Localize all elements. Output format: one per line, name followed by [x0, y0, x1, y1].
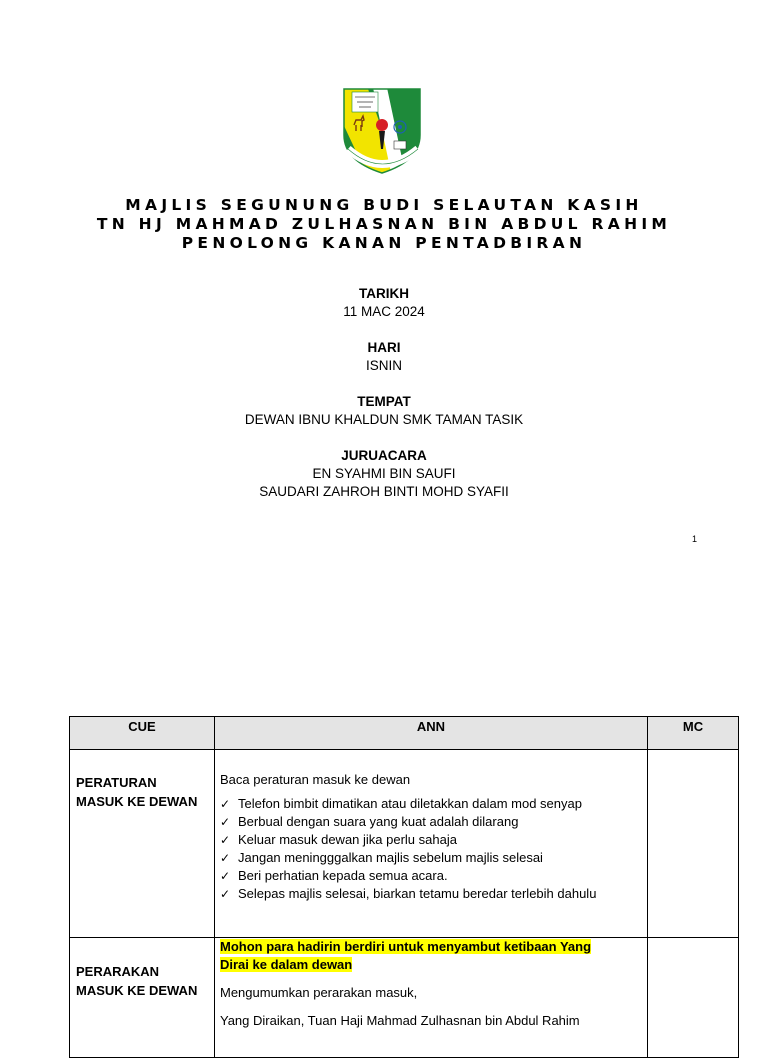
document-title [0, 196, 768, 253]
highlighted-instruction-line1: Mohon para hadirin berdiri untuk menyambut ketibaan Yang [220, 939, 592, 954]
cue-text-line1: PERATURAN [76, 775, 157, 790]
school-crest-logo [338, 83, 426, 177]
ann-cell [215, 938, 648, 1058]
check-icon: ✓ [220, 815, 231, 829]
cue-text-line2: MASUK KE DEWAN [76, 983, 198, 998]
check-icon: ✓ [220, 833, 231, 847]
programme-table [69, 716, 739, 1058]
list-item: ✓ Keluar masuk dewan jika perlu sahaja [220, 832, 457, 847]
mc-cell [648, 750, 739, 938]
check-icon: ✓ [220, 797, 231, 811]
date-value: 11 MAC 2024 [343, 304, 425, 319]
title-line-2: TN HJ MAHMAD ZULHASNAN BIN ABDUL RAHIM [96, 215, 672, 233]
venue-label: TEMPAT [357, 394, 411, 409]
mc-cell [648, 938, 739, 1058]
table-header-row [70, 717, 739, 750]
check-icon: ✓ [220, 851, 231, 865]
emcee-label: JURUACARA [341, 448, 427, 463]
venue-value: DEWAN IBNU KHALDUN SMK TAMAN TASIK [244, 412, 524, 427]
ann-intro: Baca peraturan masuk ke dewan [220, 772, 411, 787]
header-ann: ANN [215, 717, 648, 750]
emcee-name-1: EN SYAHMI BIN SAUFI [312, 466, 456, 481]
header-cue: CUE [70, 717, 215, 750]
title-line-1: MAJLIS SEGUNUNG BUDI SELAUTAN KASIH [125, 196, 643, 214]
cue-text-line2: MASUK KE DEWAN [76, 794, 198, 809]
cue-text-line1: PERARAKAN [76, 964, 160, 979]
ann-text: Yang Diraikan, Tuan Haji Mahmad Zulhasnan bin Abdul Rahim [220, 1013, 580, 1028]
date-section [0, 285, 768, 321]
check-icon: ✓ [220, 869, 231, 883]
day-label: HARI [367, 340, 401, 355]
ann-text: Mengumumkan perarakan masuk, [220, 985, 418, 1000]
table-row [70, 750, 739, 938]
table-row [70, 938, 739, 1058]
list-item: ✓ Jangan meningggalkan majlis sebelum majlis selesai [220, 850, 543, 865]
date-label: TARIKH [359, 286, 409, 301]
cue-cell [70, 938, 215, 1058]
rules-checklist [220, 795, 642, 903]
list-item: ✓ Selepas majlis selesai, biarkan tetamu beredar terlebih dahulu [220, 886, 597, 901]
header-mc: MC [648, 717, 739, 750]
check-icon: ✓ [220, 887, 231, 901]
day-section [0, 339, 768, 375]
page-number: 1 [692, 534, 698, 544]
list-item: ✓ Berbual dengan suara yang kuat adalah dilarang [220, 814, 519, 829]
ann-cell [215, 750, 648, 938]
emcee-name-2: SAUDARI ZAHROH BINTI MOHD SYAFII [259, 484, 509, 499]
title-line-3: PENOLONG KANAN PENTADBIRAN [181, 234, 587, 252]
highlighted-instruction-line2: Dirai ke dalam dewan [220, 957, 353, 972]
day-value: ISNIN [365, 358, 402, 373]
list-item: ✓ Beri perhatian kepada semua acara. [220, 868, 448, 883]
emcee-section [0, 447, 768, 501]
list-item: ✓ Telefon bimbit dimatikan atau diletakkan dalam mod senyap [220, 796, 582, 811]
cue-cell [70, 750, 215, 938]
venue-section [0, 393, 768, 429]
